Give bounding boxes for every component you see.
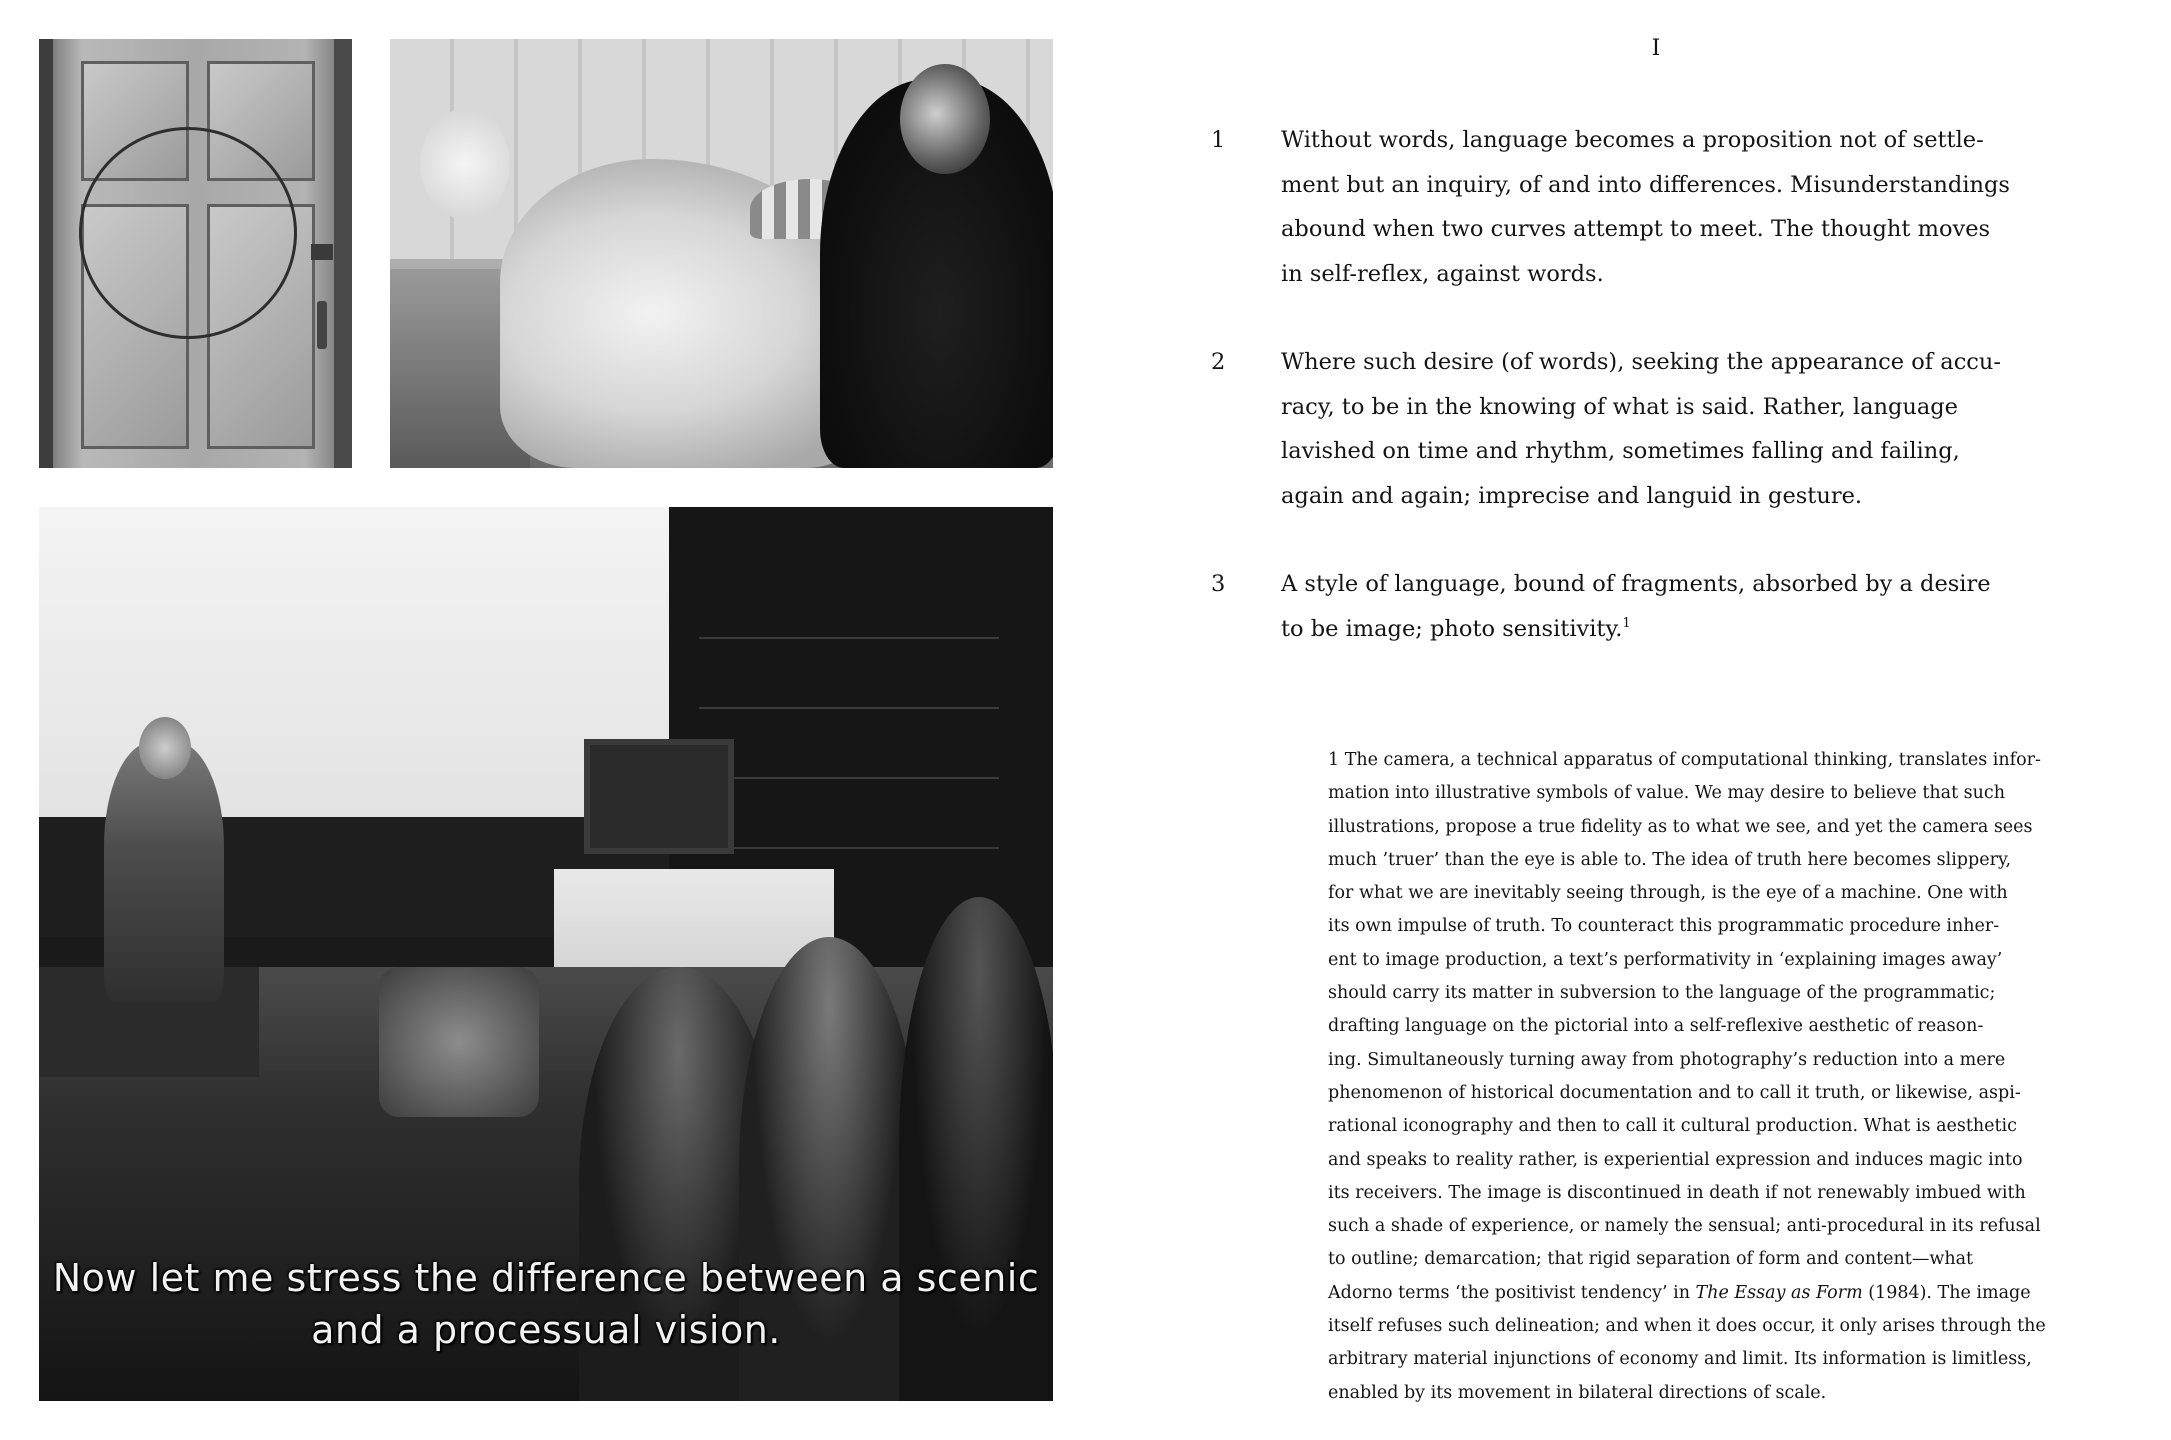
paragraph-line: Without words, language becomes a proposition not of settle- [1281, 127, 1984, 153]
paragraph-3 [1211, 562, 2001, 651]
subtitle-line-2: and a processual vision. [311, 1308, 781, 1352]
paragraph-2 [1211, 340, 2001, 518]
maid-head [900, 64, 990, 174]
period-drama-photo [390, 39, 1053, 468]
door-lock [317, 301, 327, 349]
paragraph-line: lavished on time and rhythm, sometimes falling and failing, [1281, 438, 1960, 464]
door-handle [311, 244, 333, 260]
lecturer-head [139, 717, 191, 779]
paragraph-line-text: to be image; photo sensitivity. [1281, 615, 1623, 642]
paragraph-number: 2 [1211, 349, 1226, 375]
footnote-reference[interactable]: 1 [1622, 615, 1631, 631]
footnote [1328, 744, 2108, 1410]
footnote-line: for what we are inevitably seeing through, is the eye of a machine. One with [1328, 883, 2008, 904]
footnote-line: its own impulse of truth. To counteract this programmatic procedure inher- [1328, 916, 2000, 937]
paragraph-line: abound when two curves attempt to meet. The thought moves [1281, 216, 1991, 242]
footnote-line: ing. Simultaneously turning away from photography’s reduction into a mere [1328, 1049, 2006, 1070]
footnote-line: itself refuses such delineation; and when it does occur, it only arises through the [1328, 1316, 2046, 1337]
door-photo [39, 39, 352, 468]
footnote-line: 1 The camera, a technical apparatus of computational thinking, translates infor- [1328, 750, 2041, 770]
footnote-line: ent to image production, a text’s performativity in ‘explaining images away’ [1328, 949, 2003, 970]
footnote-line: to outline; demarcation; that rigid separation of form and content—what [1328, 1249, 1974, 1270]
chalk-line [699, 707, 999, 709]
footnote-line: enabled by its movement in bilateral directions of scale. [1328, 1382, 1827, 1403]
paragraph-line: ment but an inquiry, of and into differences. Misunderstandings [1281, 171, 2010, 198]
television-set [584, 739, 734, 854]
reclining-woman-head [420, 109, 510, 219]
footnote-line: such a shade of experience, or namely the sensual; anti-procedural in its refusal [1328, 1216, 2041, 1237]
paragraph-line: again and again; imprecise and languid in gesture. [1281, 482, 1863, 509]
footnote-line: illustrations, propose a true fidelity as to what we see, and yet the camera sees [1328, 816, 2033, 837]
footnote-line: drafting language on the pictorial into a self-reflexive aesthetic of reason- [1328, 1016, 1984, 1037]
footnote-line: much ’truer’ than the eye is able to. The idea of truth here becomes slippery, [1328, 849, 2012, 870]
door-frame [39, 39, 53, 468]
footnote-line: rational iconography and then to call it cultural production. What is aesthetic [1328, 1116, 2017, 1137]
video-subtitle [39, 1252, 1053, 1356]
paragraph-line: A style of language, bound of fragments, absorbed by a desire [1281, 571, 1991, 597]
footnote-line: should carry its matter in subversion to the language of the programmatic; [1328, 983, 1996, 1004]
paragraph-1 [1211, 118, 2010, 296]
footnote-line: mation into illustrative symbols of value. We may desire to believe that such [1328, 783, 2005, 804]
footnote-line-text: Adorno terms ‘the positivist tendency’ in [1328, 1282, 1696, 1303]
lecture-video-still [39, 507, 1053, 1401]
armchair [379, 967, 539, 1117]
chalk-line [699, 637, 999, 639]
paragraph-line: Where such desire (of words), seeking the appearance of accu- [1281, 349, 2001, 375]
footnote-line: its receivers. The image is discontinued in death if not renewably imbued with [1328, 1182, 2026, 1203]
wire-hoop [79, 127, 297, 339]
paragraph-line [1281, 607, 2001, 652]
footnote-line [1328, 1277, 2108, 1310]
subtitle-line-1: Now let me stress the difference between a scenic [52, 1256, 1040, 1300]
left-page [0, 0, 1085, 1440]
chalk-line [699, 847, 999, 849]
paragraph-number: 3 [1211, 571, 1226, 597]
footnote-line: and speaks to reality rather, is experiential expression and induces magic into [1328, 1149, 2023, 1170]
footnote-line: arbitrary material injunctions of economy and limit. Its information is limitless, [1328, 1349, 2032, 1370]
footnote-line: phenomenon of historical documentation and to call it truth, or likewise, aspi- [1328, 1082, 2021, 1103]
page-number: I [1651, 36, 1661, 61]
footnote-line-text: (1984). The image [1862, 1282, 2031, 1303]
paragraph-line: racy, to be in the knowing of what is said. Rather, language [1281, 393, 1958, 420]
book-title: The Essay as Form [1695, 1282, 1863, 1303]
chalk-line [699, 777, 999, 779]
paragraph-line: in self-reflex, against words. [1281, 260, 1604, 287]
right-page [1086, 0, 2171, 1440]
paragraph-number: 1 [1211, 127, 1226, 153]
lecturer-figure [104, 742, 224, 1002]
door-frame-right [334, 39, 352, 468]
